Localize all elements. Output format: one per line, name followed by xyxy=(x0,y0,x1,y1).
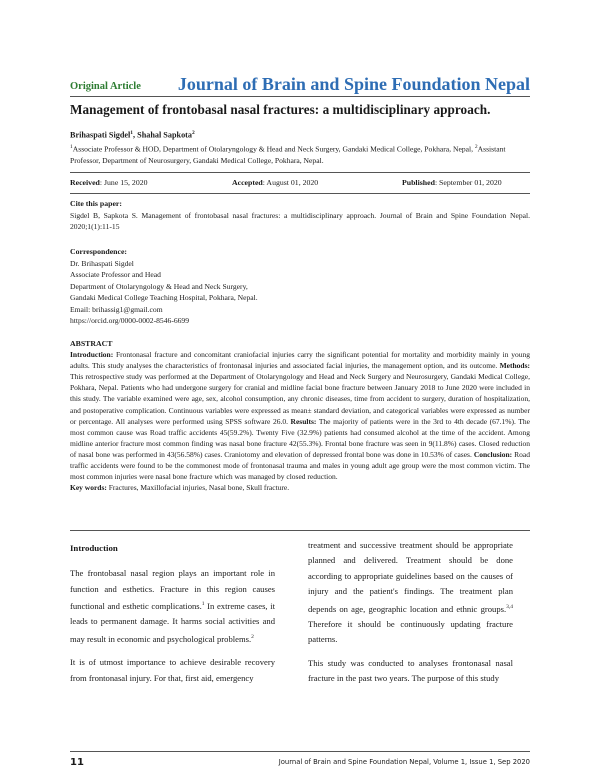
citation-heading: Cite this paper: xyxy=(70,199,122,208)
keywords-label: Key words: xyxy=(70,483,107,493)
correspondence-orcid-link[interactable]: https://orcid.org/0000-0002-8546-6699 xyxy=(70,316,190,325)
abstract-intro-label: Introduction: xyxy=(70,350,114,360)
correspondence-heading: Correspondence: xyxy=(70,247,128,256)
abstract-intro-text: Frontonasal fracture and concomitant craniofacial injuries carry the significant potential for mortality and morbidity mainly in young adults. This study analyses the characteristics of frontonasal injuries and associated facial injuries, the management option, and its outcome. xyxy=(70,350,530,371)
introduction-heading: Introduction xyxy=(70,543,118,553)
published-date: Published: September 01, 2020 xyxy=(402,178,502,187)
citation-marker: 3,4 xyxy=(506,603,513,610)
correspondence-email[interactable]: Email: brihassig1@gmail.com xyxy=(70,304,163,314)
body-paragraph: This study was conducted to analyses frontonasal nasal fracture in the past two years. The purpose of this study xyxy=(308,657,513,684)
header-divider xyxy=(70,96,530,97)
footer-journal-info: Journal of Brain and Spine Foundation Nepal, Volume 1, Issue 1, Sep 2020 xyxy=(278,758,530,766)
citation-text: Sigdel B, Sapkota S. Management of frontobasal nasal fractures: a multidisciplinary approach. Journal of Brain and Spine Foundation Nepal. 2020;1(1):11-15 xyxy=(70,210,530,231)
author-affiliation-marker: 2 xyxy=(191,130,195,136)
author-list xyxy=(70,130,195,140)
keywords-text: Fractures, Maxillofacial injuries, Nasal bone, Skull fracture. xyxy=(106,483,290,493)
dates-bottom-divider xyxy=(70,193,530,194)
author-affiliation-marker: 1 xyxy=(130,130,134,136)
correspondence-institution: Gandaki Medical College Teaching Hospital, Pokhara, Nepal. xyxy=(70,293,258,302)
page-number: 11 xyxy=(70,757,84,768)
affiliation-marker: 2 xyxy=(474,144,478,150)
body-column-right xyxy=(308,538,513,687)
affiliations xyxy=(70,142,530,167)
dates-top-divider xyxy=(70,172,530,173)
body-paragraph: treatment and successive treatment should be appropriate planned and delivered. Treatment should be done according to appropriate guidelines based on the causes of injury and the patient's findings. The treatment plan depends on age, geographic location and ethnic groups.$^{3,4}$ Therefore it should be continuously updating fracture patterns. xyxy=(308,540,513,645)
citation-marker: 2 xyxy=(251,633,254,640)
article-title: Management of frontobasal nasal fractures: a multidisciplinary approach. xyxy=(70,102,491,117)
correspondence-name: Dr. Brihaspati Sigdel xyxy=(70,258,134,268)
body-divider xyxy=(70,530,530,531)
article-type: Original Article xyxy=(70,81,141,92)
author-name: Shahal Sapkota xyxy=(137,130,192,140)
citation-block xyxy=(70,198,530,233)
abstract-conclusion-label: Conclusion: xyxy=(473,449,513,459)
correspondence-block xyxy=(70,246,530,327)
received-date: Received: June 15, 2020 xyxy=(70,178,148,187)
body-paragraph: It is of utmost importance to achieve desirable recovery from frontonasal injury. For that, first aid, emergency xyxy=(70,657,275,683)
abstract-results-label: Results: xyxy=(290,416,317,426)
correspondence-department: Department of Otolaryngology & Head and Neck Surgery, xyxy=(70,281,248,291)
abstract-heading: ABSTRACT xyxy=(70,339,113,348)
abstract-results-text: The majority of patients were in the 3rd to 4th decade (67.1%). The most common cause was Road traffic accidents 45(59.2%). Twenty Five (32.9%) patients had consumed alcohol at the time of the accident. Among midline anterior fracture most common finding was nasal bone fracture 42(55.3%). Frontal bone fracture was seen in 9(11.8%) cases. Closed reduction of nasal bone was performed in 43(56.58%) cases. Craniotomy and elevation of depressed frontal bone was done in 10.53% of cases. xyxy=(70,416,531,459)
body-paragraph: The frontobasal nasal region plays an important role in function and esthetics. Fracture in this region causes functional and esthetic complications.$^1$ In extreme cases, it leads to permanent damage. It harms social activities and may result in economic and psychological problems.$^2$ xyxy=(70,568,275,644)
citation-marker: 1 xyxy=(201,601,205,608)
correspondence-position: Associate Professor and Head xyxy=(70,270,161,279)
affiliation-text: Assistant Professor, Department of Neurosurgery, Gandaki Medical College, Pokhara, Nepal. xyxy=(70,144,506,166)
author-separator: , xyxy=(133,130,138,140)
abstract-methods-text: This retrospective study was performed at the Department of Otolaryngology and Head and Neck Surgery and Neurosurgery, Gandaki Medical College, Pokhara, Nepal. Patients who had undergone surgery for cranial and midline facial bone fracture between January 2018 to June 2020 were included in this study. The variable examined were age, sex, alcohol consumption, any chronic diseases, time from accident to surgery, duration of hospitalization, and postoperative complication. Continuous variables were expressed as mean± standard deviation, and categorical variables were expressed as number or percentage. All analyses were performed using SPSS software 26.0. xyxy=(70,372,530,426)
abstract-conclusion-text: Road traffic accidents were found to be the commonest mode of frontonasal trauma and males in young adult age group were the most common victim. The most common injuries were nasal bone fracture which was managed by closed reduction. xyxy=(70,449,530,482)
body-column-left xyxy=(70,541,275,686)
footer-divider xyxy=(70,751,530,752)
affiliation-text: Associate Professor & HOD, Department of Otolaryngology & Head and Neck Surgery, Gandaki Medical College, Pokhara, Nepal, xyxy=(72,144,475,154)
affiliation-marker: 1 xyxy=(70,144,73,150)
abstract-methods-label: Methods: xyxy=(499,361,530,371)
abstract-block xyxy=(70,338,530,493)
page-header xyxy=(70,74,530,96)
publication-dates xyxy=(70,178,530,190)
accepted-date: Accepted: August 01, 2020 xyxy=(232,178,319,187)
journal-title: Journal of Brain and Spine Foundation Nepal xyxy=(177,74,530,94)
author-name: Brihaspati Sigdel xyxy=(70,130,131,140)
